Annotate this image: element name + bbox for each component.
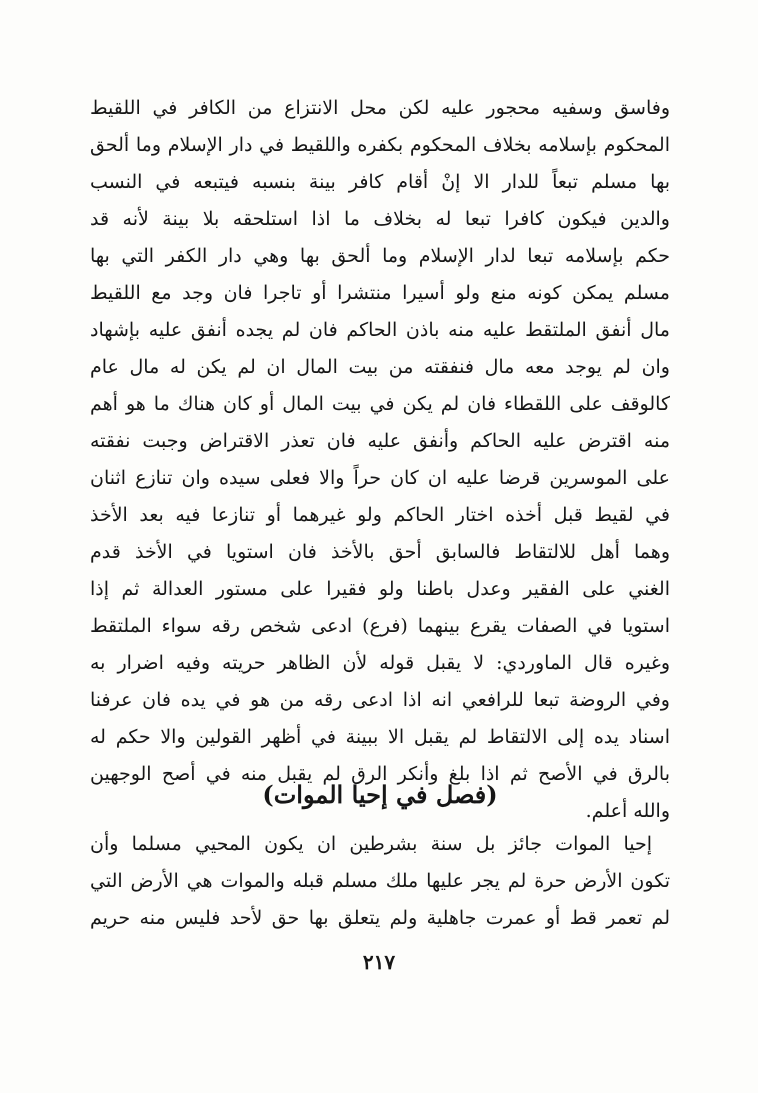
- text-line: حكم بإسلامه تبعا لدار الإسلام وما ألحق بها وهي دار الكفر التي بها: [90, 245, 670, 267]
- text-line: بها مسلم تبعاً للدار الا إنْ أقام كافر بينة بنسبه فيتبعه في النسب: [90, 171, 670, 193]
- text-line: اسناد يده إلى الالتقاط لم يقبل الا ببينة في أظهر القولين والا حكم له: [90, 726, 670, 748]
- text-line: الغني على الفقير وعدل باطنا ولو فقيرا على مستور العدالة ثم إذا: [90, 578, 670, 600]
- paragraph-lost-child: [90, 90, 670, 830]
- text-line: استويا في الصفات يقرع بينهما (فرع) ادعى شخص رقه سواء الملتقط: [90, 615, 670, 637]
- section-heading: (فصل في إحيا الموات): [262, 780, 498, 809]
- text-line: كالوقف على اللقطاء فان لم يكن في بيت المال أو كان هناك ما هو أهم: [90, 393, 670, 415]
- page-number: ٢١٧: [362, 950, 396, 974]
- text-line: منه اقترض عليه الحاكم وأنفق عليه فان تعذر الاقتراض وجبت نفقته: [90, 430, 670, 452]
- text-line: على الموسرين قرضا عليه ان كان حراً والا فعلى سيده وان تنازع اثنان: [90, 467, 670, 489]
- text-line: لم تعمر قط أو عمرت جاهلية ولم يتعلق بها حق لأحد فليس منه حريم: [90, 907, 670, 929]
- text-line: مال أنفق الملتقط عليه منه باذن الحاكم فان لم يجده أنفق عليه بإشهاد: [90, 319, 670, 341]
- text-line: مسلم يمكن كونه منع ولو أسيرا منتشرا أو تاجرا فان وجد مع اللقيط: [90, 282, 670, 304]
- text-line: وهما أهل للالتقاط فالسابق أحق بالأخذ فان استويا في الأخذ قدم: [90, 541, 670, 563]
- text-line: وفي الروضة تبعا للرافعي انه اذا ادعى رقه من هو في يده فان عرفنا: [90, 689, 670, 711]
- paragraph-reviving-dead-land: [90, 826, 670, 937]
- text-line: وان لم يوجد معه مال فنفقته من بيت المال ان لم يكن له مال عام: [90, 356, 670, 378]
- text-line: والدين فيكون كافرا تبعا له بخلاف ما اذا استلحقه بلا بينة لأنه قد: [90, 208, 670, 230]
- text-line: وغيره قال الماوردي: لا يقبل قوله لأن الظاهر حريته وفيه اضرار به: [90, 652, 670, 674]
- text-line: إحيا الموات جائز بل سنة بشرطين ان يكون المحيي مسلما وأن: [90, 833, 652, 855]
- text-line: في لقيط قبل أخذه اختار الحاكم ولو غيرهما أو تنازعا فيه بعد الأخذ: [90, 504, 670, 526]
- text-line: المحكوم بإسلامه بخلاف المحكوم بكفره واللقيط في دار الإسلام وما ألحق: [90, 134, 670, 156]
- text-line: بالرق في الأصح ثم اذا بلغ وأنكر الرق لم يقبل منه في أصح الوجهين: [90, 763, 670, 785]
- text-line: تكون الأرض حرة لم يجر عليها ملك مسلم قبله والموات هي الأرض التي: [90, 870, 670, 892]
- text-line: وفاسق وسفيه محجور عليه لكن محل الانتزاع من الكافر في اللقيط: [90, 97, 670, 119]
- text-line-last: والله أعلم.: [585, 800, 670, 822]
